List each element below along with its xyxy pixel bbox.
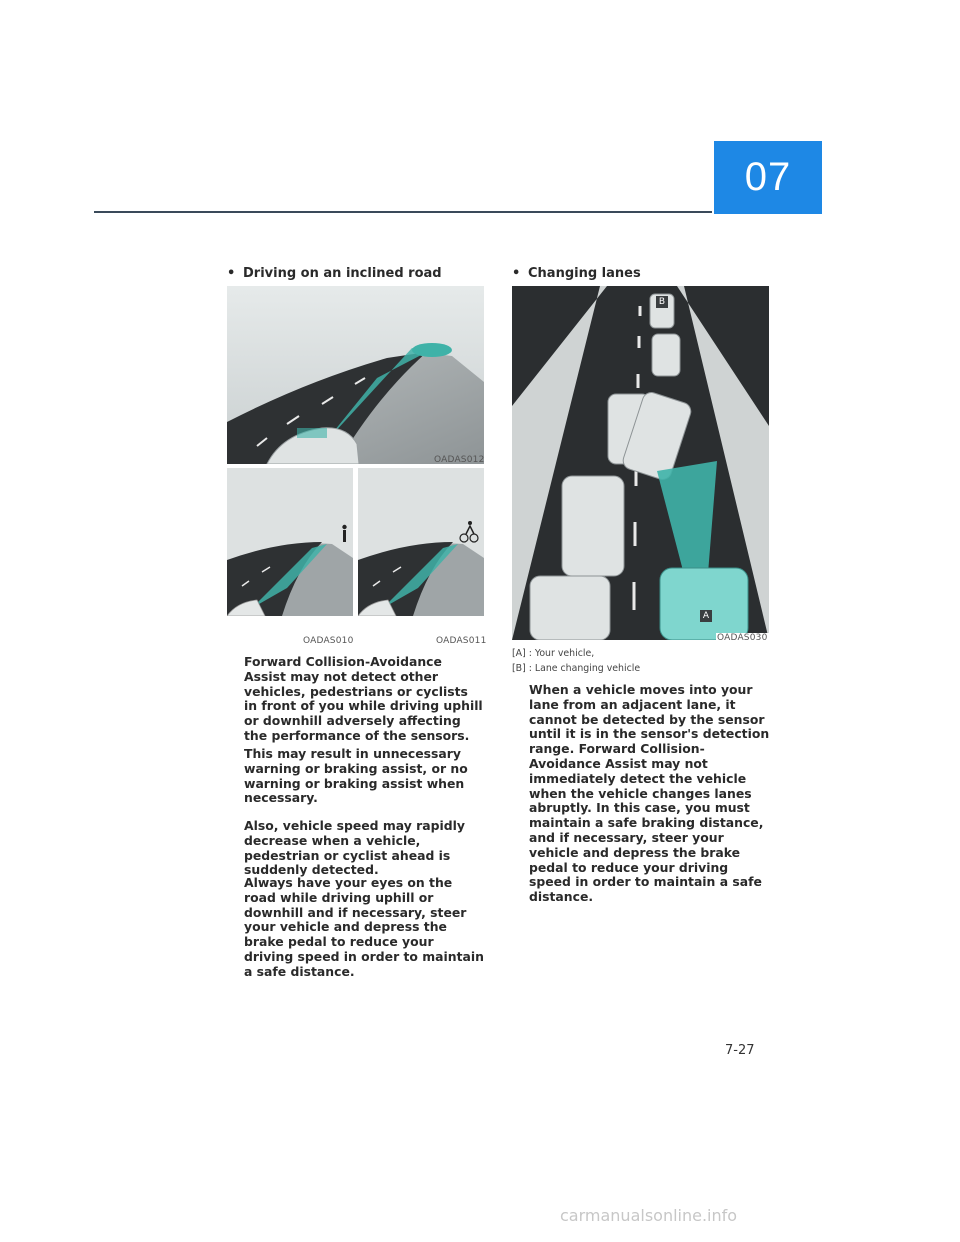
figure-code-sub-right: OADAS011 [436,636,487,646]
bullet-icon: • [227,266,236,281]
figure-changing-lanes [512,286,769,640]
section-heading-changing-lanes [512,266,641,282]
figure-inclined-road [227,286,484,464]
pedestrian-hill-illustration [227,468,353,616]
chapter-tab: 07 [714,141,822,214]
paragraph-inclined-4: Always have your eyes on the road while driving uphill or downhill and if necessary, steer your vehicle and depress the brake pedal to reduce your driving speed in order to maintain a safe distance. [244,875,484,979]
caption-a: [A] : Your vehicle, [512,648,595,659]
section-heading-inclined-road [227,266,442,282]
heading-text: Driving on an inclined road [243,266,442,281]
caption-b: [B] : Lane changing vehicle [512,663,641,674]
figure-code-sub-left: OADAS010 [303,636,354,646]
changing-lanes-illustration [512,286,769,640]
heading-text: Changing lanes [528,266,641,281]
paragraph-inclined-2: This may result in unnecessary warning or braking assist, or no warning or braking assist when necessary. [244,746,468,806]
paragraph-inclined-3: Also, vehicle speed may rapidly decrease when a vehicle, pedestrian or cyclist ahead is suddenly detected. [244,818,465,878]
figure-pedestrian-hill [227,468,353,616]
page-number: 7-27 [725,1043,755,1058]
cyclist-hill-illustration [358,468,484,616]
label-a: A [702,611,710,621]
paragraph-changing-lanes: When a vehicle moves into your lane from an adjacent lane, it cannot be detected by the sensor until it is in the sensor's detection range. Forward Collision-Avoidance Assist may not immediately detect the vehicle when the vehicle changes lanes abruptly. In this case, you must maintain a safe braking distance, and if necessary, steer your vehicle and depress the brake pedal to reduce your driving speed in order to maintain a safe distance. [529,682,770,905]
watermark: carmanualsonline.info [560,1206,738,1225]
figure-code-main: OADAS012 [434,455,485,465]
paragraph-inclined-1: Forward Collision-Avoidance Assist may not detect other vehicles, pedestrians or cyclists in front of you while driving uphill or downhill adversely affecting the performance of the sensors. [244,654,483,743]
bullet-icon: • [512,266,521,281]
figure-code-lanes: OADAS030 [717,633,768,643]
chapter-rule [94,211,712,213]
inclined-road-illustration [227,286,484,464]
label-b: B [658,297,666,307]
figure-cyclist-hill [358,468,484,616]
